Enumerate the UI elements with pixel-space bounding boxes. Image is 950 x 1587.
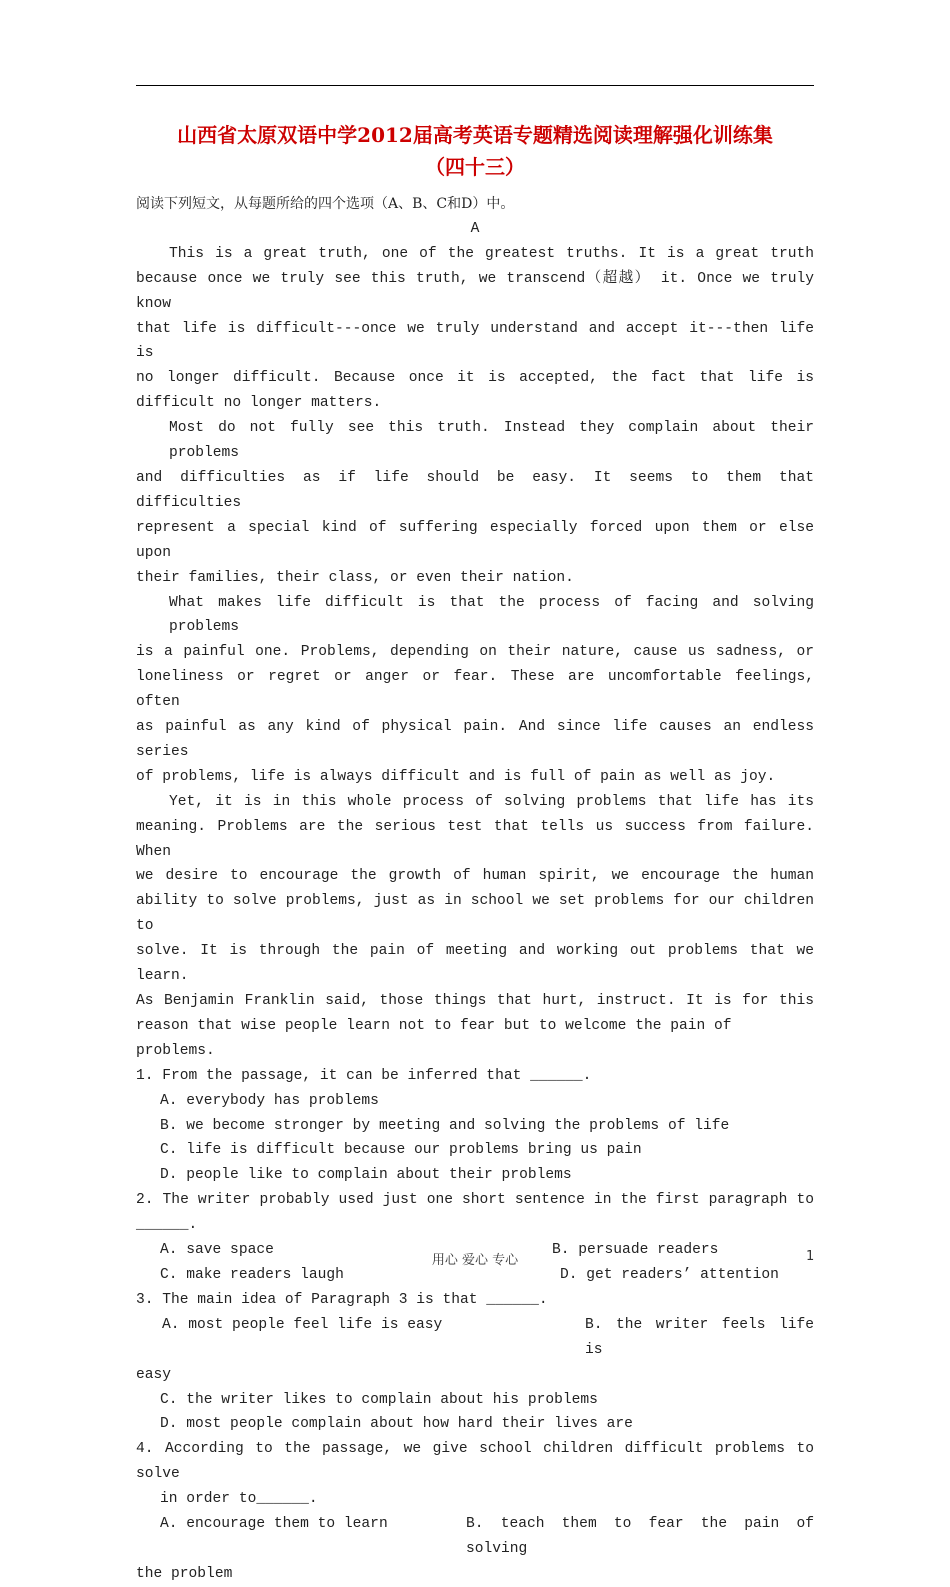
question-4-stem-cont: in order to______.	[160, 1491, 318, 1508]
question-1-option-b: B. we become stronger by meeting and solving the problems of life	[160, 1117, 730, 1134]
question-4-stem: 4. According to the passage, we give school children difficult problems to solve	[136, 1441, 814, 1483]
question-1-stem: 1. From the passage, it can be inferred that ______.	[136, 1067, 592, 1084]
paragraph-2-line-3: represent a special kind of suffering especially forced upon them or else upon	[136, 519, 814, 561]
document-body	[136, 192, 814, 1587]
question-3-option-b: B. the writer feels life is	[585, 1316, 814, 1358]
paragraph-1-line-5: difficult no longer matters.	[136, 395, 382, 412]
question-3-option-b-cont: easy	[136, 1366, 172, 1383]
question-1-option-c: C. life is difficult because our problems bring us pain	[160, 1142, 642, 1159]
paragraph-4-line-6: As Benjamin Franklin said, those things that hurt, instruct. It is for this	[136, 993, 814, 1009]
paragraph-1-line-1: This is a great truth, one of the greatest truths. It is a great truth	[169, 245, 814, 262]
instruction: 阅读下列短文，从每题所给的四个选项（A、B、C和D）中。	[136, 196, 515, 212]
paragraph-4-line-4: ability to solve problems, just as in school we set problems for our children to	[136, 893, 814, 935]
question-4-option-a: A. encourage them to learn	[160, 1516, 388, 1533]
question-4-option-b-cont: the problem	[136, 1565, 233, 1582]
paragraph-1-line-4: no longer difficult. Because once it is accepted, the fact that life is	[136, 370, 814, 387]
paragraph-3-line-2: is a painful one. Problems, depending on their nature, cause us sadness, or	[136, 644, 814, 661]
paragraph-4-line-2: meaning. Problems are the serious test that tells us success from failure. When	[136, 818, 814, 860]
question-2-option-a: A. save space	[160, 1242, 274, 1259]
question-3-option-d: D. most people complain about how hard their lives are	[160, 1416, 633, 1433]
document-subtitle: （四十三）	[425, 155, 525, 179]
question-2-option-c: C. make readers laugh	[160, 1266, 344, 1283]
paragraph-3-line-5: of problems, life is always difficult and is full of pain as well as joy.	[136, 768, 776, 785]
question-3-option-a: A. most people feel life is easy	[162, 1316, 443, 1333]
question-2-stem-cont: ______.	[136, 1217, 198, 1234]
footer-slogan: 用心 爱心 专心	[431, 1253, 519, 1268]
paragraph-2-line-1: Most do not fully see this truth. Instead they complain about their problems	[169, 420, 814, 462]
document-title: 山西省太原双语中学2012届高考英语专题精选阅读理解强化训练集	[177, 123, 773, 147]
paragraph-2-line-4: their families, their class, or even their nation.	[136, 569, 574, 586]
header-rule	[136, 85, 814, 86]
question-3-options-row-1	[136, 1313, 814, 1363]
paragraph-1-line-2: because once we truly see this truth, we transcend（超越） it. Once we truly know	[136, 270, 814, 312]
page-number: 1	[806, 1249, 815, 1264]
question-2-stem: 2. The writer probably used just one short sentence in the first paragraph to	[136, 1192, 814, 1209]
paragraph-3-line-1: What makes life difficult is that the process of facing and solving problems	[169, 594, 814, 636]
question-1-option-d: D. people like to complain about their problems	[160, 1167, 572, 1184]
paragraph-3-line-3: loneliness or regret or anger or fear. These are uncomfortable feelings, often	[136, 669, 814, 711]
question-2-option-d: D. get readers’ attention	[560, 1266, 779, 1283]
paragraph-1-line-3: that life is difficult---once we truly understand and accept it---then life is	[136, 320, 814, 362]
section-label: A	[470, 220, 480, 237]
question-2-option-b: B. persuade readers	[552, 1242, 719, 1259]
question-1-option-a: A. everybody has problems	[160, 1092, 379, 1109]
paragraph-3-line-4: as painful as any kind of physical pain. And since life causes an endless series	[136, 719, 814, 760]
question-3-option-c: C. the writer likes to complain about his problems	[160, 1391, 598, 1408]
paragraph-4-line-7: reason that wise people learn not to fear but to welcome the pain of problems.	[136, 1017, 732, 1059]
paragraph-4-line-1: Yet, it is in this whole process of solving problems that life has its	[169, 793, 814, 810]
question-4-options-row-1	[136, 1512, 814, 1562]
paragraph-4-line-3: we desire to encourage the growth of human spirit, we encourage the human	[136, 868, 814, 885]
paragraph-4-line-5: solve. It is through the pain of meeting and working out problems that we learn.	[136, 943, 814, 985]
paragraph-2-line-2: and difficulties as if life should be easy. It seems to them that difficulties	[136, 469, 814, 511]
question-3-stem: 3. The main idea of Paragraph 3 is that ______.	[136, 1291, 548, 1308]
question-4-option-b: B. teach them to fear the pain of solving	[466, 1516, 814, 1557]
